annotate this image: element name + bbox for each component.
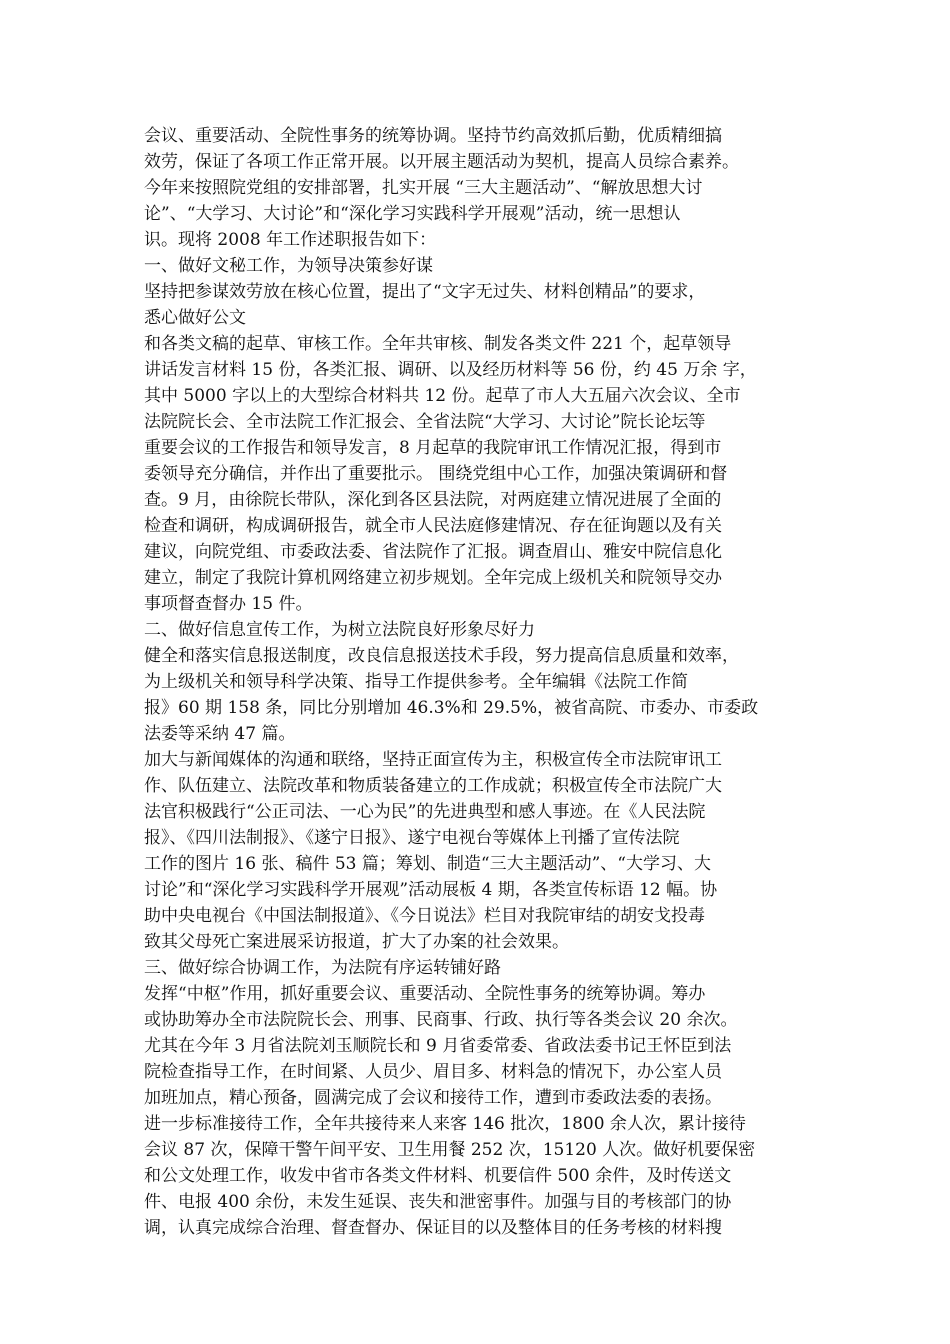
text-line: 效劳，保证了各项工作正常开展。以开展主题活动为契机，提高人员综合素养。 [144, 152, 739, 172]
text-line: 法委等采纳 47 篇。 [144, 724, 296, 744]
text-line: 报》60 期 158 条，同比分别增加 46.3%和 29.5%，被省高院、市委办、市委政 [144, 698, 759, 718]
text-line: 法官积极践行“公正司法、一心为民”的先进典型和感人事迹。在《人民法院 [144, 802, 706, 822]
text-line: 委领导充分确信，并作出了重要批示。 围绕党组中心工作，加强决策调研和督 [144, 464, 728, 484]
text-line: 事项督查督办 15 件。 [144, 594, 313, 614]
text-line: 其中 5000 字以上的大型综合材料共 12 份。起草了市人大五届六次会议、全市 [144, 386, 741, 406]
text-line: 和公文处理工作，收发中省市各类文件材料、机要信件 500 余件，及时传送文 [144, 1166, 732, 1186]
text-line: 助中央电视台《中国法制报道》、《今日说法》栏目对我院审结的胡安戈投毒 [144, 906, 705, 926]
text-line: 尤其在今年 3 月省法院刘玉顺院长和 9 月省委常委、省政法委书记王怀臣到法 [144, 1036, 732, 1056]
text-line: 重要会议的工作报告和领导发言，8 月起草的我院审讯工作情况汇报，得到市 [144, 438, 722, 458]
text-line: 建议，向院党组、市委政法委、省法院作了汇报。调查眉山、雅安中院信息化 [144, 542, 722, 562]
text-line: 今年来按照院党组的安排部署，扎实开展 “三大主题活动”、“解放思想大讨 [144, 178, 703, 198]
text-line: 作、队伍建立、法院改革和物质装备建立的工作成就；积极宣传全市法院广大 [144, 776, 722, 796]
document-body [144, 123, 808, 1241]
text-line: 加班加点，精心预备，圆满完成了会议和接待工作，遭到市委政法委的表扬。 [144, 1088, 722, 1108]
text-line: 建立，制定了我院计算机网络建立初步规划。全年完成上级机关和院领导交办 [144, 568, 722, 588]
text-line: 坚持把参谋效劳放在核心位置，提出了“文字无过失、材料创精品”的要求， [144, 282, 706, 302]
text-line: 识。现将 2008 年工作述职报告如下： [144, 230, 437, 250]
text-line: 调，认真完成综合治理、督查督办、保证目的以及整体目的任务考核的材料搜 [144, 1218, 722, 1238]
text-line: 检查和调研，构成调研报告，就全市人民法庭修建情况、存在征询题以及有关 [144, 516, 722, 536]
text-line: 悉心做好公文 [144, 308, 246, 328]
text-line: 或协助筹办全市法院院长会、刑事、民商事、行政、执行等各类会议 20 余次。 [144, 1010, 738, 1030]
text-line: 件、电报 400 余份，未发生延误、丧失和泄密事件。加强与目的考核部门的协 [144, 1192, 732, 1212]
section-heading: 三、做好综合协调工作，为法院有序运转铺好路 [144, 958, 501, 978]
text-line: 会议、重要活动、全院性事务的统筹协调。坚持节约高效抓后勤，优质精细搞 [144, 126, 722, 146]
text-line: 致其父母死亡案进展采访报道，扩大了办案的社会效果。 [144, 932, 569, 952]
text-line: 健全和落实信息报送制度，改良信息报送技术手段，努力提高信息质量和效率， [144, 646, 739, 666]
text-line: 论”、“大学习、大讨论”和“深化学习实践科学开展观”活动，统一思想认 [144, 204, 681, 224]
text-line: 查。9 月，由徐院长带队，深化到各区县法院，对两庭建立情况进展了全面的 [144, 490, 722, 510]
text-line: 院检查指导工作，在时间紧、人员少、眉目多、材料急的情况下，办公室人员 [144, 1062, 722, 1082]
text-line: 工作的图片 16 张、稿件 53 篇；筹划、制造“三大主题活动”、“大学习、大 [144, 854, 711, 874]
text-line: 进一步标准接待工作，全年共接待来人来客 146 批次，1800 余人次，累计接待 [144, 1114, 746, 1134]
text-line: 发挥“中枢”作用，抓好重要会议、重要活动、全院性事务的统筹协调。筹办 [144, 984, 706, 1004]
text-line: 讲话发言材料 15 份，各类汇报、调研、以及经历材料等 56 份，约 45 万余 字， [144, 360, 757, 380]
text-line: 和各类文稿的起草、审核工作。全年共审核、制发各类文件 221 个，起草领导 [144, 334, 732, 354]
section-heading: 一、做好文秘工作，为领导决策参好谋 [144, 256, 433, 276]
text-line: 加大与新闻媒体的沟通和联络，坚持正面宣传为主，积极宣传全市法院审讯工 [144, 750, 722, 770]
section-heading: 二、做好信息宣传工作，为树立法院良好形象尽好力 [144, 620, 535, 640]
text-line: 为上级机关和领导科学决策、指导工作提供参考。全年编辑《法院工作简 [144, 672, 688, 692]
text-line: 报》、《四川法制报》、《遂宁日报》、遂宁电视台等媒体上刊播了宣传法院 [144, 828, 680, 848]
text-line: 讨论”和“深化学习实践科学开展观”活动展板 4 期，各类宣传标语 12 幅。协 [144, 880, 718, 900]
text-line: 法院院长会、全市法院工作汇报会、全省法院“大学习、大讨论”院长论坛等 [144, 412, 706, 432]
text-line: 会议 87 次，保障干警午间平安、卫生用餐 252 次，15120 人次。做好机要保密 [144, 1140, 756, 1160]
